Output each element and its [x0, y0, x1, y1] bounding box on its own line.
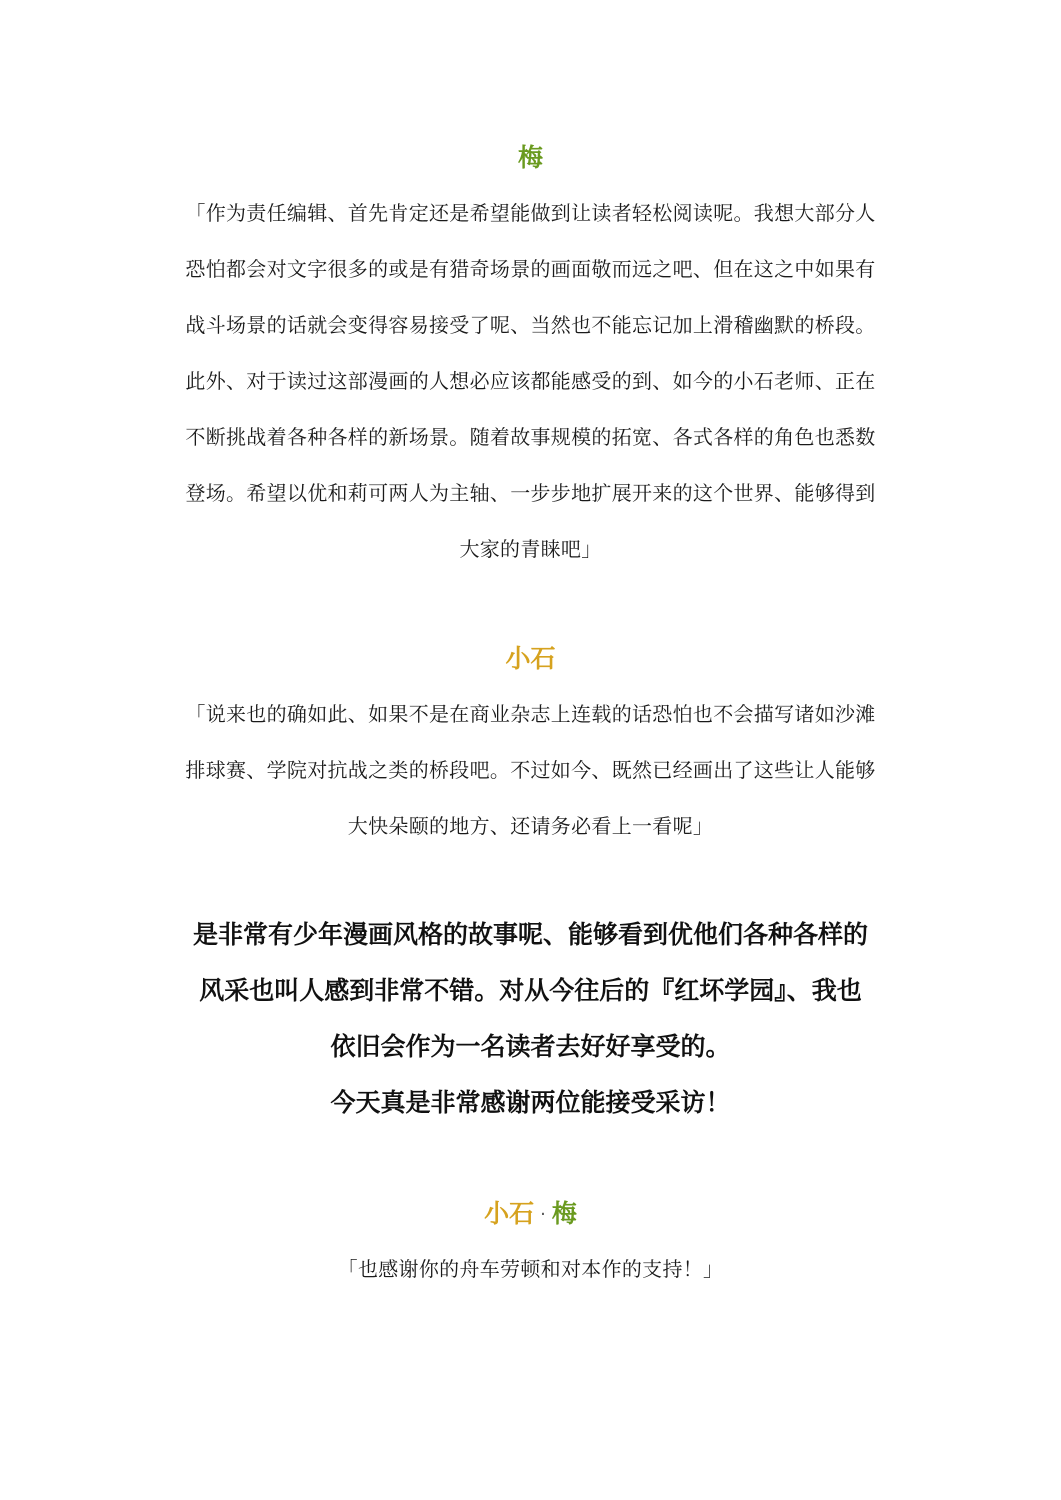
quote-line: 大家的青睐吧」: [459, 537, 602, 561]
xiaoshi-quote: [0, 686, 1061, 854]
speaker-mei-label: 梅: [551, 1199, 577, 1228]
speaker-xiaoshi-label: 小石: [484, 1199, 535, 1228]
quote-line: 大快朵颐的地方、还请务必看上一看呢」: [347, 814, 714, 838]
quote-line: 「说来也的确如此、如果不是在商业杂志上连载的话恐怕也不会描写诸如沙滩: [185, 702, 876, 726]
quote-line: 不断挑战着各种各样的新场景。随着故事规模的拓宽、各式各样的角色也悉数: [185, 425, 876, 449]
quote-line: 恐怕都会对文字很多的或是有猎奇场景的画面敬而远之吧、但在这之中如果有: [185, 257, 876, 281]
quote-line: 「也感谢你的舟车劳顿和对本作的支持！」: [337, 1257, 724, 1281]
speaker-separator: ·: [540, 1204, 546, 1225]
speaker-name-both: [0, 1198, 1061, 1231]
interviewer-closing: [0, 907, 1061, 1131]
speaker-name-xiaoshi: [0, 643, 1061, 675]
speaker-xiaoshi-label: 小石: [505, 644, 556, 673]
quote-line: 排球赛、学院对抗战之类的桥段吧。不过如今、既然已经画出了这些让人能够: [185, 758, 876, 782]
mei-quote: [0, 185, 1061, 577]
speaker-mei-label: 梅: [517, 143, 543, 172]
quote-line: 「作为责任编辑、首先肯定还是希望能做到让读者轻松阅读呢。我想大部分人: [185, 201, 876, 225]
both-quote: [0, 1241, 1061, 1297]
interviewer-line: 是非常有少年漫画风格的故事呢、能够看到优他们各种各样的: [192, 920, 868, 949]
interviewer-line: 今天真是非常感谢两位能接受采访！: [330, 1088, 731, 1117]
interviewer-line: 风采也叫人感到非常不错。对从今往后的『红坏学园』、我也: [199, 976, 862, 1005]
speaker-name-mei: [0, 142, 1061, 174]
interviewer-line: 依旧会作为一名读者去好好享受的。: [330, 1032, 731, 1061]
quote-line: 登场。希望以优和莉可两人为主轴、一步步地扩展开来的这个世界、能够得到: [185, 481, 876, 505]
quote-line: 战斗场景的话就会变得容易接受了呢、当然也不能忘记加上滑稽幽默的桥段。: [185, 313, 876, 337]
quote-line: 此外、对于读过这部漫画的人想必应该都能感受的到、如今的小石老师、正在: [185, 369, 876, 393]
